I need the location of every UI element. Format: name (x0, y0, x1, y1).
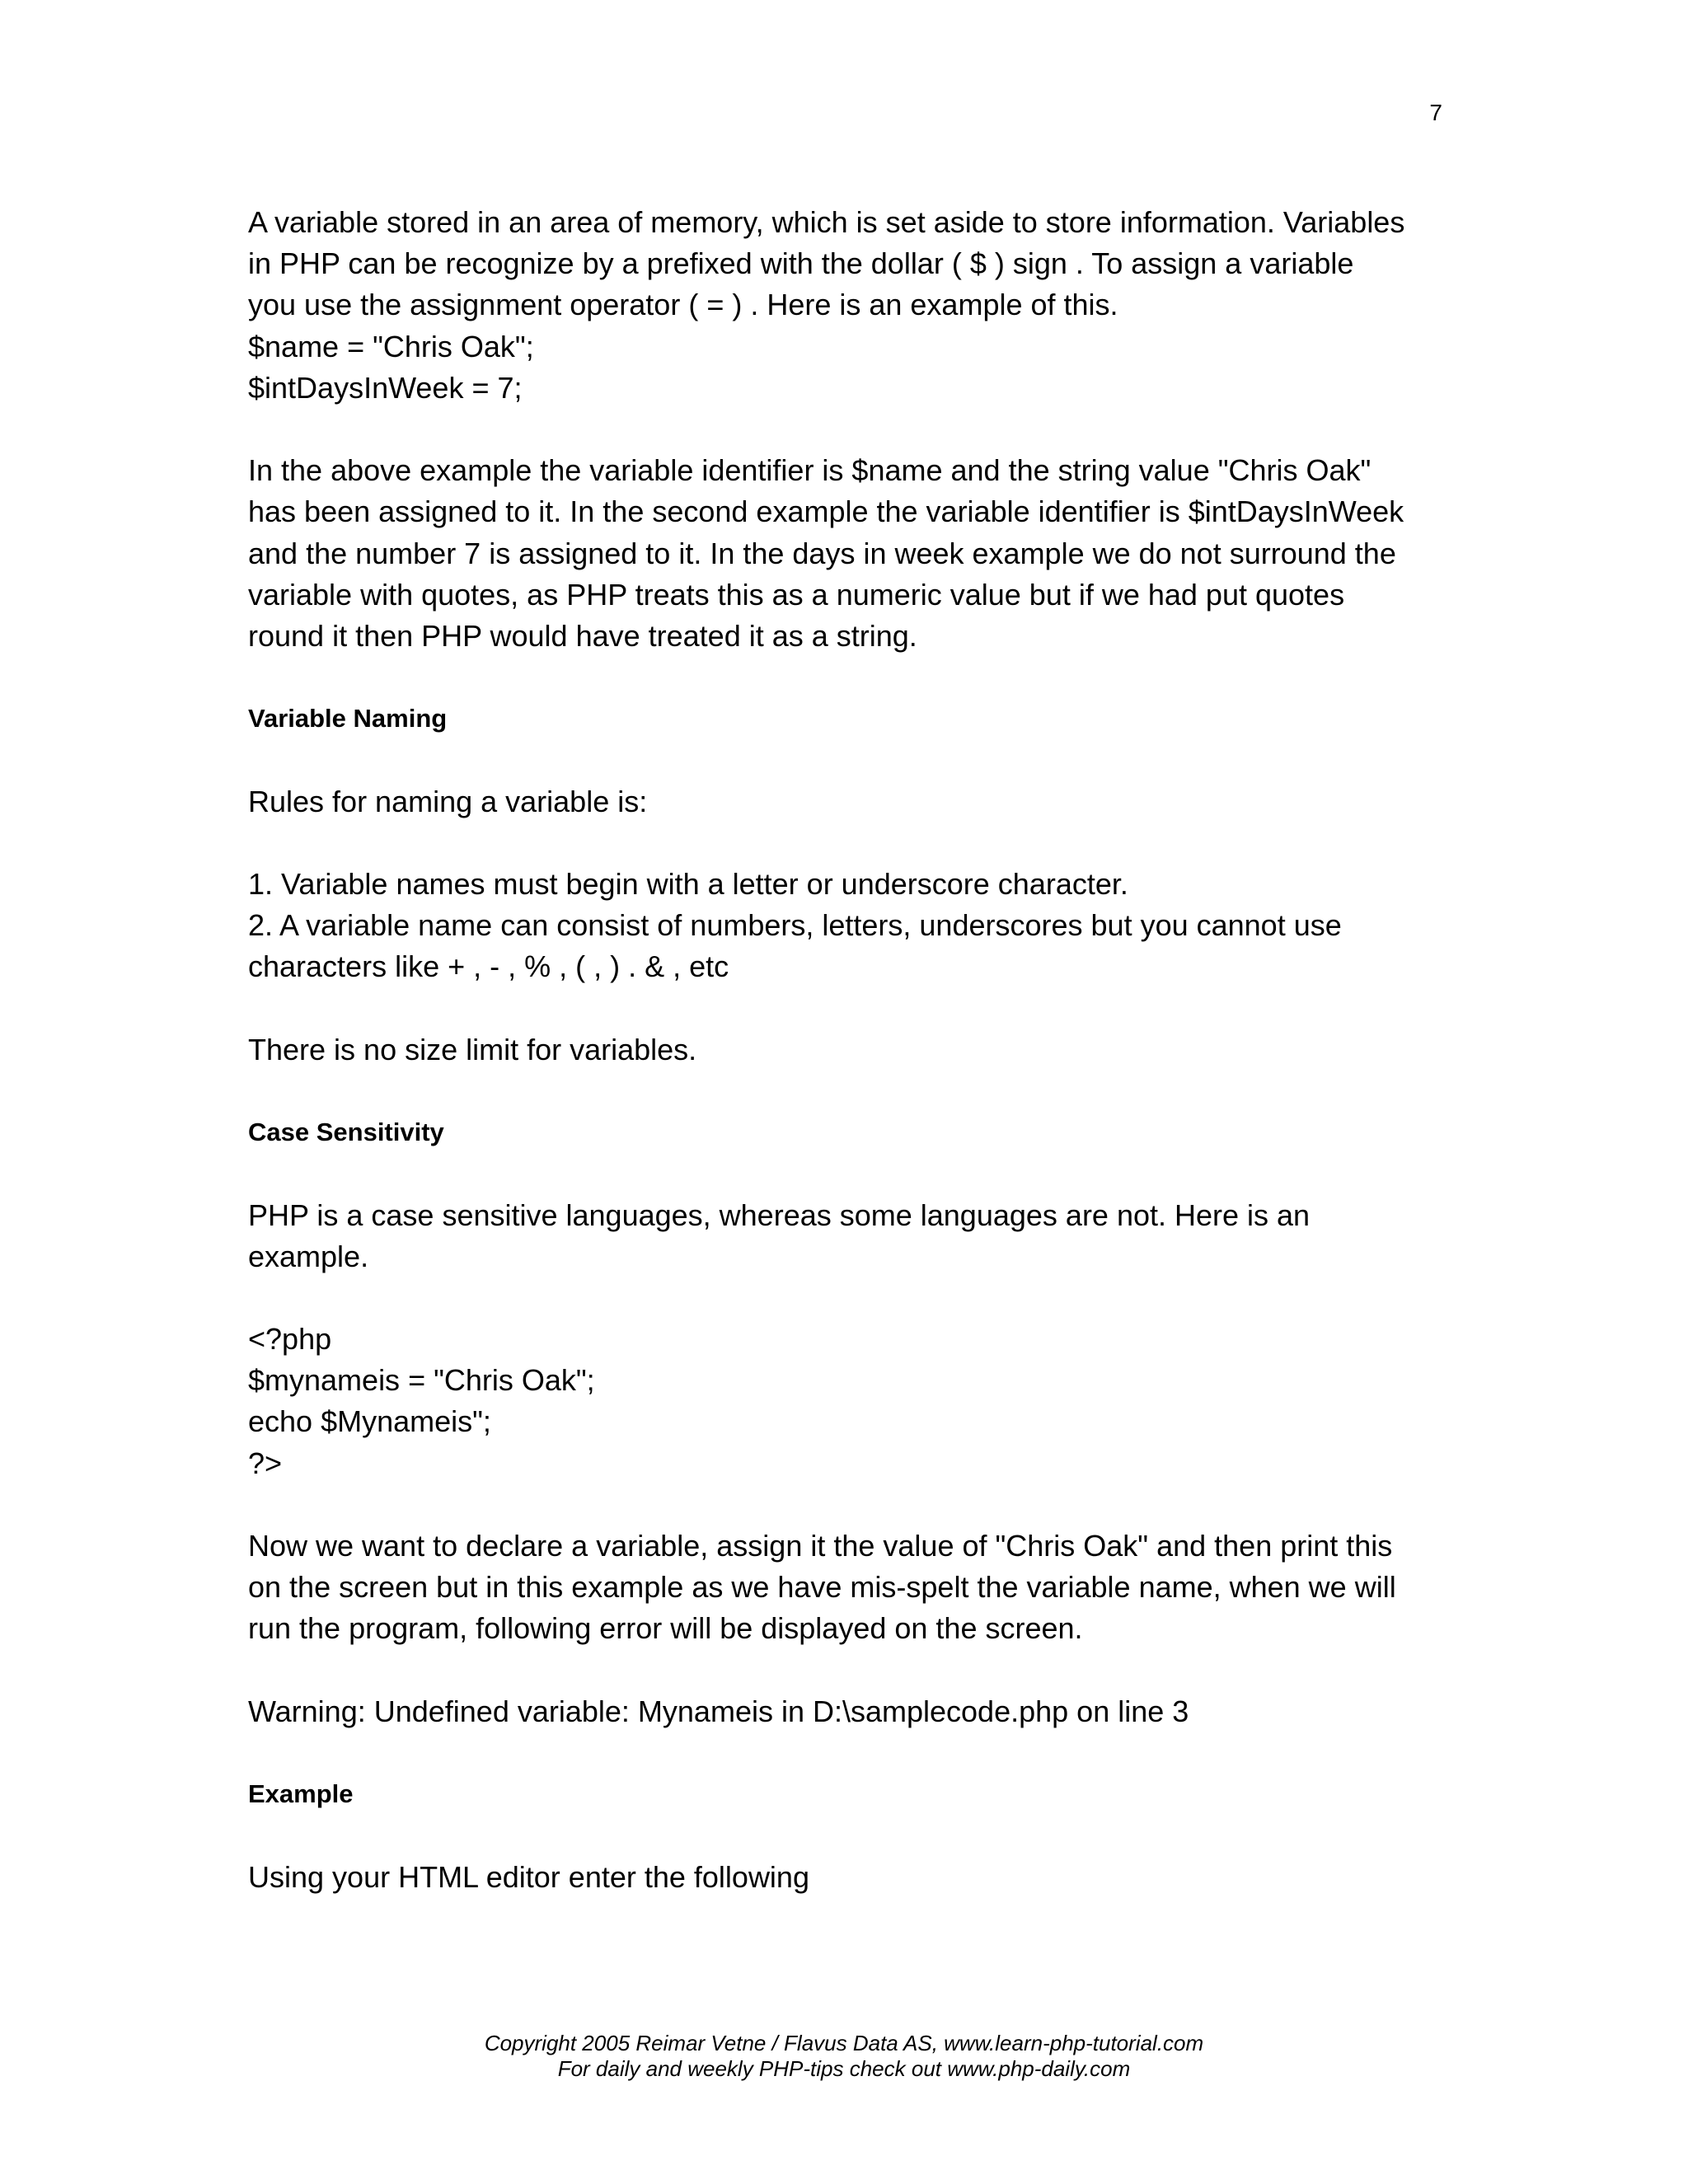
spacer (248, 1484, 1451, 1526)
document-body (248, 202, 1451, 1898)
error-explanation-line: run the program, following error will be displayed on the screen. (248, 1611, 1083, 1646)
explanation-line: round it then PHP would have treated it as a string. (248, 618, 917, 653)
error-explanation-line: Now we want to declare a variable, assign it the value of "Chris Oak" and then print this (248, 1529, 1393, 1563)
spacer (248, 1071, 1451, 1112)
explanation-line: variable with quotes, as PHP treats this as a numeric value but if we had put quotes (248, 577, 1345, 612)
explanation-line: In the above example the variable identifier is $name and the string value "Chris Oak" (248, 453, 1372, 488)
page-number: 7 (1429, 100, 1442, 125)
code-line: <?php (248, 1322, 332, 1357)
case-line: PHP is a case sensitive languages, whereas some languages are not. Here is an (248, 1197, 1311, 1232)
spacer (248, 1815, 1451, 1856)
naming-rule-line: 1. Variable names must begin with a letter or underscore character. (248, 867, 1128, 901)
intro-line: A variable stored in an area of memory, which is set aside to store information. Variables (248, 205, 1405, 239)
spacer (248, 739, 1451, 780)
warning-message: Warning: Undefined variable: Mynameis in D:\samplecode.php on line 3 (248, 1694, 1189, 1728)
error-explanation-line: on the screen but in this example as we have mis-spelt the variable name, when we will (248, 1570, 1396, 1605)
intro-line: in PHP can be recognize by a prefixed with the dollar ( $ ) sign . To assign a variable (248, 246, 1354, 281)
spacer (248, 823, 1451, 864)
size-limit-note: There is no size limit for variables. (248, 1032, 697, 1066)
case-line: example. (248, 1239, 369, 1273)
section-heading-example: Example (248, 1779, 354, 1809)
explanation-line: and the number 7 is assigned to it. In the days in week example we do not surround the (248, 536, 1396, 570)
naming-intro: Rules for naming a variable is: (248, 784, 648, 818)
page-footer (0, 2031, 1688, 2082)
code-line: $mynameis = "Chris Oak"; (248, 1363, 595, 1398)
section-heading-case-sensitivity: Case Sensitivity (248, 1118, 444, 1147)
spacer (248, 657, 1451, 698)
example-intro: Using your HTML editor enter the following (248, 1859, 809, 1894)
code-example-days: $intDaysInWeek = 7; (248, 370, 523, 405)
spacer (248, 409, 1451, 450)
explanation-line: has been assigned to it. In the second example the variable identifier is $intDaysInWeek (248, 494, 1404, 529)
footer-tips: For daily and weekly PHP-tips check out www.php-daily.com (557, 2056, 1131, 2081)
spacer (248, 1650, 1451, 1691)
section-heading-variable-naming: Variable Naming (248, 704, 448, 733)
naming-rule-line: 2. A variable name can consist of numbers, letters, underscores but you cannot use (248, 908, 1342, 943)
code-line: echo $Mynameis"; (248, 1404, 491, 1439)
spacer (248, 1732, 1451, 1774)
intro-line: you use the assignment operator ( = ) . Here is an example of this. (248, 288, 1118, 322)
spacer (248, 1277, 1451, 1319)
spacer (248, 1153, 1451, 1194)
naming-rule-line: characters like + , - , % , ( , ) . & , etc (248, 949, 729, 984)
footer-copyright: Copyright 2005 Reimar Vetne / Flavus Data AS, www.learn-php-tutorial.com (484, 2031, 1204, 2055)
spacer (248, 988, 1451, 1029)
code-line: ?> (248, 1446, 283, 1480)
code-example-name: $name = "Chris Oak"; (248, 329, 534, 363)
